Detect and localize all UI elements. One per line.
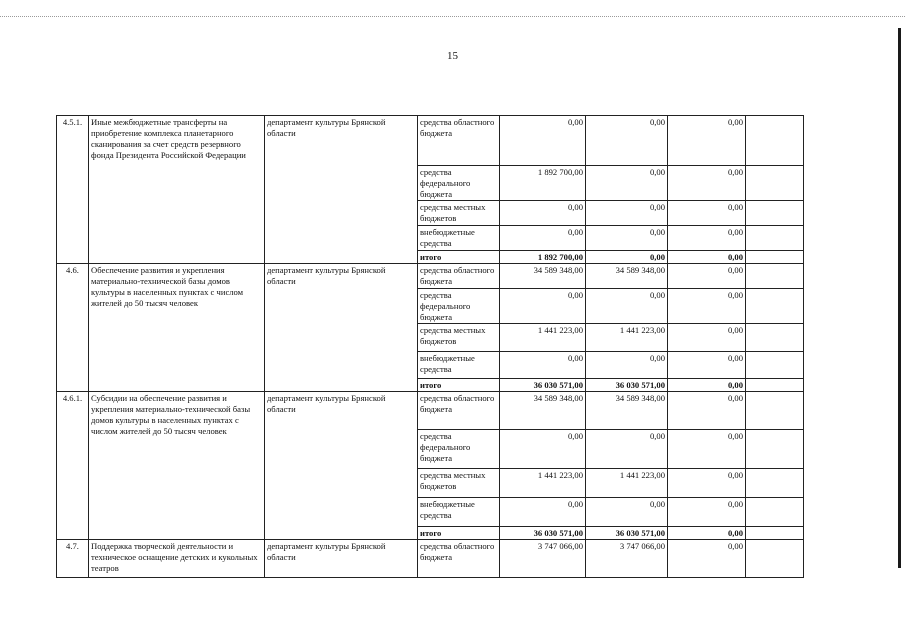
funding-source: средства местных бюджетов (418, 324, 500, 352)
amount-2: 0,00 (586, 352, 668, 379)
amount-2: 34 589 348,00 (586, 264, 668, 289)
funding-source: средства местных бюджетов (418, 201, 500, 226)
amount-2: 36 030 571,00 (586, 527, 668, 540)
funding-source: итого (418, 527, 500, 540)
amount-3: 0,00 (668, 379, 746, 392)
amount-3: 0,00 (668, 226, 746, 251)
amount-1: 34 589 348,00 (500, 392, 586, 430)
amount-3: 0,00 (668, 251, 746, 264)
empty-cell (746, 392, 804, 430)
amount-3: 0,00 (668, 540, 746, 578)
amount-2: 0,00 (586, 201, 668, 226)
empty-cell (746, 469, 804, 498)
item-number: 4.6. (57, 264, 89, 392)
empty-cell (746, 166, 804, 201)
funding-source: средства областного бюджета (418, 264, 500, 289)
empty-cell (746, 201, 804, 226)
item-name: Субсидии на обеспечение развития и укрепления материально-технической базы домов культуры в населенных пунктах с числом жителей до 50 тысяч человек (89, 392, 265, 540)
amount-1: 3 747 066,00 (500, 540, 586, 578)
empty-cell (746, 540, 804, 578)
amount-3: 0,00 (668, 166, 746, 201)
amount-1: 0,00 (500, 498, 586, 527)
amount-1: 1 892 700,00 (500, 251, 586, 264)
empty-cell (746, 264, 804, 289)
amount-2: 3 747 066,00 (586, 540, 668, 578)
amount-2: 0,00 (586, 226, 668, 251)
empty-cell (746, 379, 804, 392)
budget-table (56, 115, 804, 578)
item-name: Иные межбюджетные трансферты на приобретение комплекса планетарного сканирования за счет средств резервного фонда Президента Российской Федерации (89, 116, 265, 264)
source-row (57, 392, 804, 430)
amount-1: 0,00 (500, 289, 586, 324)
amount-1: 1 892 700,00 (500, 166, 586, 201)
amount-2: 0,00 (586, 289, 668, 324)
empty-cell (746, 527, 804, 540)
amount-1: 36 030 571,00 (500, 527, 586, 540)
funding-source: внебюджетные средства (418, 352, 500, 379)
amount-3: 0,00 (668, 498, 746, 527)
amount-2: 0,00 (586, 498, 668, 527)
empty-cell (746, 289, 804, 324)
amount-3: 0,00 (668, 201, 746, 226)
amount-2: 0,00 (586, 430, 668, 469)
empty-cell (746, 226, 804, 251)
item-number: 4.6.1. (57, 392, 89, 540)
funding-source: средства областного бюджета (418, 540, 500, 578)
funding-source: средства федерального бюджета (418, 289, 500, 324)
funding-source: итого (418, 379, 500, 392)
amount-2: 1 441 223,00 (586, 469, 668, 498)
funding-source: внебюджетные средства (418, 498, 500, 527)
amount-1: 1 441 223,00 (500, 324, 586, 352)
amount-2: 36 030 571,00 (586, 379, 668, 392)
empty-cell (746, 498, 804, 527)
funding-source: средства федерального бюджета (418, 166, 500, 201)
empty-cell (746, 430, 804, 469)
item-number: 4.5.1. (57, 116, 89, 264)
amount-1: 0,00 (500, 352, 586, 379)
funding-source: средства федерального бюджета (418, 430, 500, 469)
amount-3: 0,00 (668, 352, 746, 379)
funding-source: средства областного бюджета (418, 116, 500, 166)
empty-cell (746, 324, 804, 352)
funding-source: средства областного бюджета (418, 392, 500, 430)
amount-3: 0,00 (668, 469, 746, 498)
item-executor: департамент культуры Брянской области (265, 540, 418, 578)
amount-1: 1 441 223,00 (500, 469, 586, 498)
source-row (57, 264, 804, 289)
amount-3: 0,00 (668, 430, 746, 469)
scan-edge-shadow (898, 28, 901, 568)
amount-2: 0,00 (586, 251, 668, 264)
amount-3: 0,00 (668, 527, 746, 540)
empty-cell (746, 251, 804, 264)
amount-1: 36 030 571,00 (500, 379, 586, 392)
funding-source: внебюджетные средства (418, 226, 500, 251)
amount-1: 0,00 (500, 201, 586, 226)
empty-cell (746, 352, 804, 379)
source-row (57, 116, 804, 166)
amount-3: 0,00 (668, 264, 746, 289)
amount-2: 0,00 (586, 166, 668, 201)
amount-1: 0,00 (500, 116, 586, 166)
amount-3: 0,00 (668, 289, 746, 324)
empty-cell (746, 116, 804, 166)
item-executor: департамент культуры Брянской области (265, 264, 418, 392)
amount-3: 0,00 (668, 324, 746, 352)
amount-2: 1 441 223,00 (586, 324, 668, 352)
page-number: 15 (447, 50, 458, 62)
item-number: 4.7. (57, 540, 89, 578)
amount-3: 0,00 (668, 392, 746, 430)
amount-1: 0,00 (500, 430, 586, 469)
funding-source: итого (418, 251, 500, 264)
amount-3: 0,00 (668, 116, 746, 166)
amount-2: 0,00 (586, 116, 668, 166)
amount-2: 34 589 348,00 (586, 392, 668, 430)
item-name: Поддержка творческой деятельности и техническое оснащение детских и кукольных театров (89, 540, 265, 578)
item-executor: департамент культуры Брянской области (265, 392, 418, 540)
scan-artifact-line (0, 16, 905, 17)
funding-source: средства местных бюджетов (418, 469, 500, 498)
item-name: Обеспечение развития и укрепления материально-технической базы домов культуры в населенных пунктах с числом жителей до 50 тысяч человек (89, 264, 265, 392)
amount-1: 34 589 348,00 (500, 264, 586, 289)
source-row (57, 540, 804, 578)
amount-1: 0,00 (500, 226, 586, 251)
item-executor: департамент культуры Брянской области (265, 116, 418, 264)
